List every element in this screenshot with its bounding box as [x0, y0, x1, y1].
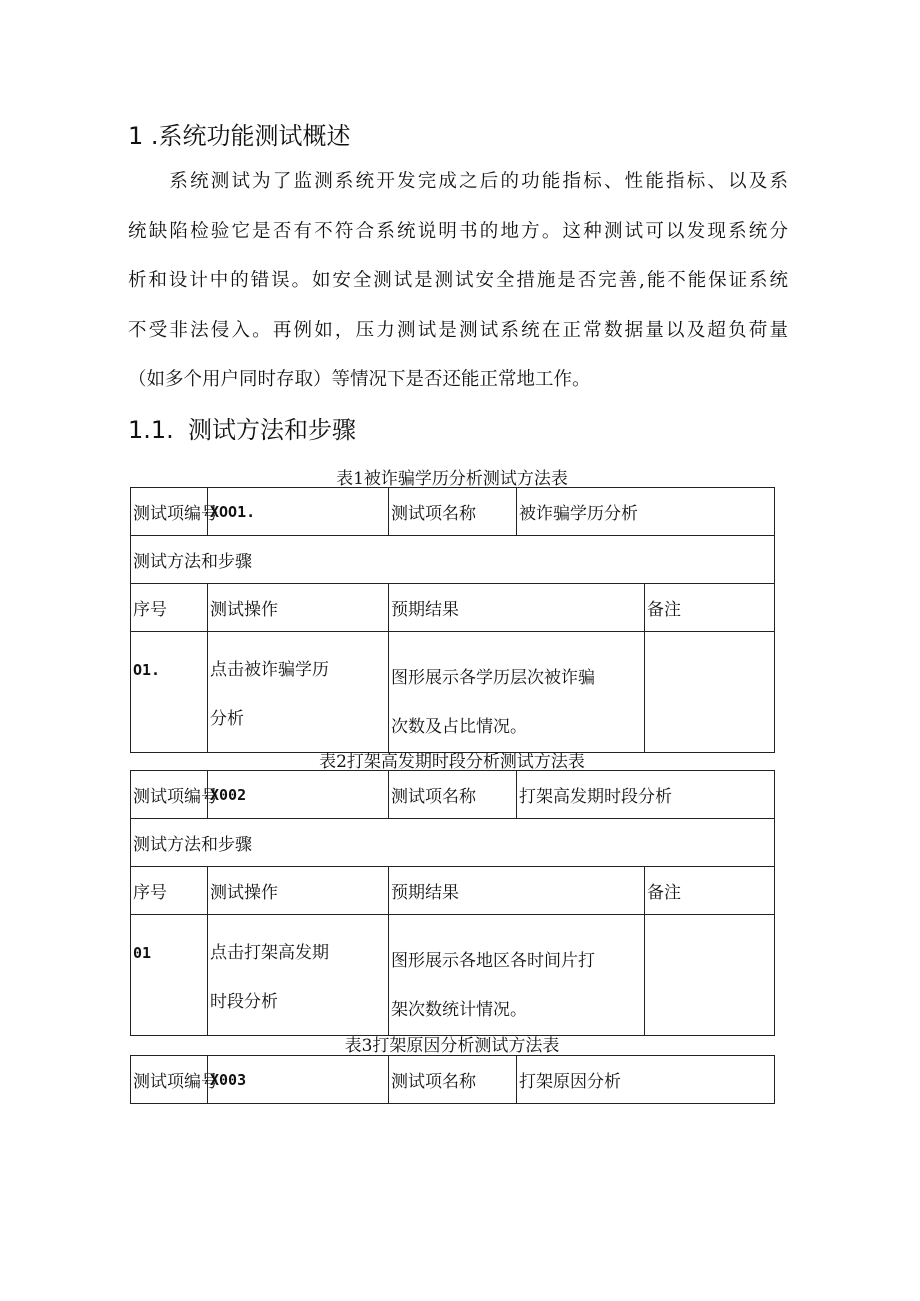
subsection-heading — [128, 410, 356, 445]
row-note — [645, 632, 775, 753]
label-test-id: 测试项编号 — [131, 771, 208, 819]
label-test-name: 测试项名称 — [389, 488, 517, 536]
test-id-value: X003 — [208, 1056, 389, 1104]
label-test-id: 测试项编号 — [131, 488, 208, 536]
label-method: 测试方法和步骤 — [131, 536, 775, 584]
test-id-value: XOO1. — [208, 488, 389, 536]
subsection-number: 1.1. — [128, 416, 174, 444]
test-table-2 — [130, 770, 775, 1036]
paragraph-line: （如多个用户同时存取）等情况下是否还能正常地工作。 — [128, 369, 591, 390]
row-note — [645, 915, 775, 1036]
label-op: 测试操作 — [208, 584, 389, 632]
row-expect — [389, 632, 645, 753]
label-test-name: 测试项名称 — [389, 771, 517, 819]
label-test-id: 测试项编号 — [131, 1056, 208, 1104]
row-expect — [389, 915, 645, 1036]
test-name-value: 被诈骗学历分析 — [517, 488, 775, 536]
paragraph-line: 系统测试为了监测系统开发完成之后的功能指标、性能指标、以及系 — [128, 171, 788, 192]
table-caption: 表1被诈骗学历分析测试方法表 — [336, 469, 568, 489]
row-op-line: 点击被诈骗学历 — [210, 660, 329, 680]
paragraph-line: 统缺陷检验它是否有不符合系统说明书的地方。这种测试可以发现系统分 — [128, 220, 788, 242]
row-seq: 01 — [131, 915, 208, 1036]
test-name-value: 打架原因分析 — [517, 1056, 775, 1104]
row-op — [208, 632, 389, 753]
label-seq: 序号 — [131, 584, 208, 632]
label-expect: 预期结果 — [389, 584, 645, 632]
label-expect: 预期结果 — [389, 867, 645, 915]
row-expect-line: 次数及占比情况。 — [391, 717, 527, 737]
test-table-3 — [130, 1055, 775, 1104]
subsection-title: 测试方法和步骤 — [188, 416, 356, 444]
intro-paragraph — [128, 157, 788, 405]
row-op — [208, 915, 389, 1036]
row-expect-line: 图形展示各地区各时间片打 — [391, 951, 595, 971]
label-test-name: 测试项名称 — [389, 1056, 517, 1104]
paragraph-line: 不受非法侵入。再例如，压力测试是测试系统在正常数据量以及超负荷量 — [128, 319, 788, 341]
row-op-line: 点击打架高发期 — [210, 943, 329, 963]
label-method: 测试方法和步骤 — [131, 819, 775, 867]
table-caption: 表3打架原因分析测试方法表 — [344, 1036, 560, 1056]
label-seq: 序号 — [131, 867, 208, 915]
row-seq: O1. — [131, 632, 208, 753]
label-note: 备注 — [645, 584, 775, 632]
section-heading: 1 .系统功能测试概述 — [128, 122, 351, 150]
label-op: 测试操作 — [208, 867, 389, 915]
row-expect-line: 图形展示各学历层次被诈骗 — [391, 668, 595, 688]
test-table-1 — [130, 487, 775, 753]
test-name-value: 打架高发期时段分析 — [517, 771, 775, 819]
row-op-line: 时段分析 — [210, 992, 278, 1012]
row-expect-line: 架次数统计情况。 — [391, 1000, 527, 1020]
paragraph-line: 析和设计中的错误。如安全测试是测试安全措施是否完善,能不能保证系统 — [128, 270, 788, 291]
label-note: 备注 — [645, 867, 775, 915]
test-id-value: X002 — [208, 771, 389, 819]
table-caption: 表2打架高发期时段分析测试方法表 — [319, 752, 585, 772]
row-op-line: 分析 — [210, 709, 244, 729]
